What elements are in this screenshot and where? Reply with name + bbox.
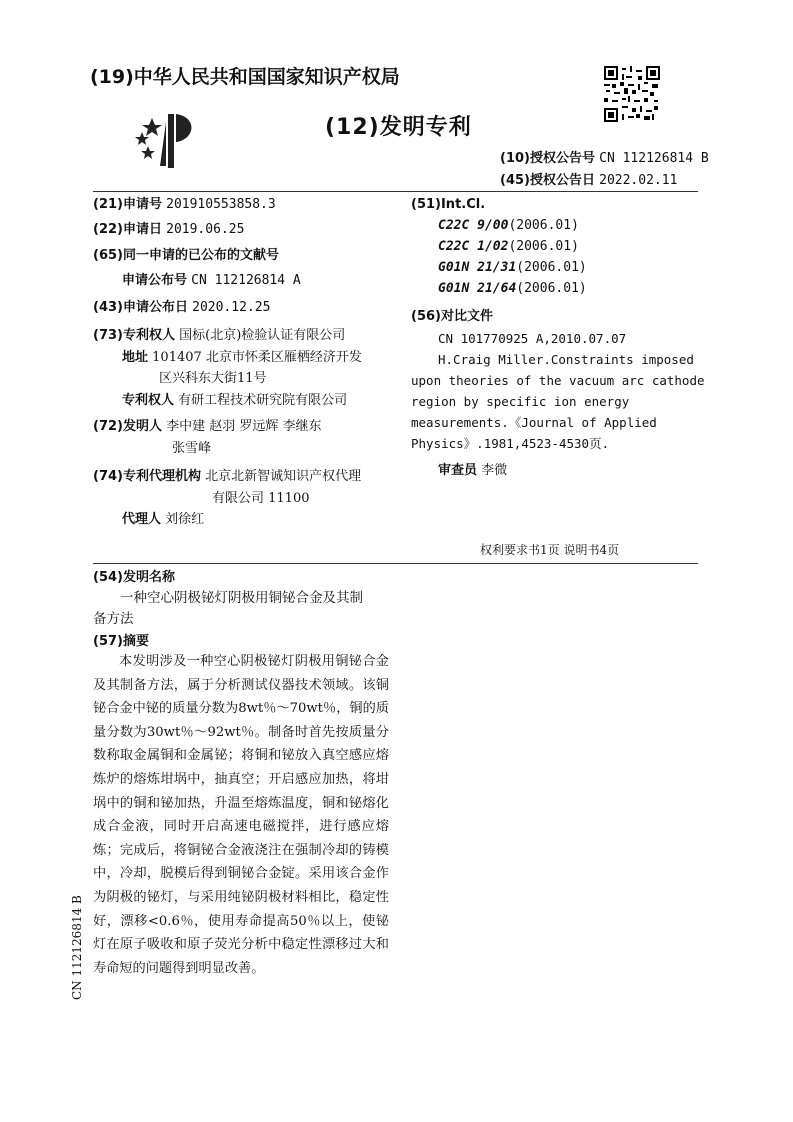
intcl-label: (51)Int.Cl. — [411, 197, 486, 212]
class-code: G01N 21/64 — [438, 281, 517, 296]
reference-2-line-3: region by specific ion energy — [411, 394, 630, 409]
patentee: 国标(北京)检验认证有限公司 — [179, 328, 346, 343]
class-version: (2006.01) — [516, 281, 587, 296]
patentee-row — [93, 325, 345, 346]
agent: 刘徐红 — [165, 512, 205, 527]
inventors-row — [93, 416, 322, 437]
prior-publication-label: (65)同一申请的已公布的文献号 — [93, 248, 279, 263]
page-count-info: 权利要求书1页 说明书4页 — [480, 543, 620, 557]
grant-date: 2022.02.11 — [599, 173, 678, 188]
title-label: (54)发明名称 — [93, 570, 175, 585]
references-label: (56)对比文件 — [411, 309, 493, 324]
inventors-label: (72)发明人 — [93, 419, 162, 434]
agent-label: 代理人 — [122, 512, 162, 527]
publication-date-label: (43)申请公布日 — [93, 300, 188, 315]
class-row — [438, 215, 579, 236]
invention-title-line-1: 一种空心阴极铋灯阴极用铜铋合金及其制 — [120, 590, 363, 606]
application-number-row — [93, 194, 276, 215]
grant-date-row — [500, 170, 677, 191]
class-version: (2006.01) — [508, 218, 579, 233]
publication-number-label: 申请公布号 — [122, 273, 188, 288]
address-row — [122, 347, 362, 368]
class-version: (2006.01) — [508, 239, 579, 254]
publication-date: 2020.12.25 — [192, 300, 271, 315]
application-date-row — [93, 219, 244, 240]
reference-2-line-5: Physics》.1981,4523-4530页. — [411, 436, 610, 451]
address-line-1: 101407 北京市怀柔区雁栖经济开发 — [152, 350, 362, 365]
publication-number: CN 112126814 A — [191, 273, 301, 288]
grant-number-row — [500, 148, 709, 169]
abstract-text: 本发明涉及一种空心阴极铋灯阴极用铜铋合金及其制备方法，属于分析测试仪器技术领域。该铜铋合金中铋的质量分数为8wt％～70wt％，铜的质量分数为30wt％～92wt％。制备时首先按质量分数称取金属铜和金属铋；将铜和铋放入真空感应熔炼炉的熔炼坩埚中，抽真空；开启感应加热，将坩埚中的铜和铋加热，升温至熔炼温度，铜和铋熔化成合金液，同时开启高速电磁搅拌，进行感应熔炼；完成后，将铜铋合金液浇注在强制冷却的铸模中，冷却，脱模后得到铜铋合金锭。采用该合金作为阴极的铋灯，与采用纯铋阴极材料相比，稳定性好，漂移<0.6％，使用寿命提高50％以上，使铋灯在原子吸收和原子荧光分析中稳定性漂移过大和寿命短的问题得到明显改善。 — [93, 654, 389, 976]
second-patentee: 有研工程技术研究院有限公司 — [178, 393, 348, 408]
patent-office-logo — [130, 108, 200, 170]
section-divider — [93, 563, 698, 564]
agency-line-1: 北京北新智诚知识产权代理 — [205, 469, 362, 484]
second-patentee-row — [122, 390, 347, 411]
publication-date-row — [93, 297, 270, 318]
reference-2-line-4: measurements.《Journal of Applied — [411, 415, 657, 430]
grant-date-label: (45)授权公告日 — [500, 173, 595, 188]
qr-code — [604, 66, 660, 122]
class-row — [438, 278, 587, 299]
class-row — [438, 236, 579, 257]
side-document-number: CN 112126814 B — [70, 895, 84, 1000]
grant-number-label: (10)授权公告号 — [500, 151, 595, 166]
application-number-label: (21)申请号 — [93, 197, 162, 212]
patentee-label: (73)专利权人 — [93, 328, 175, 343]
issuing-office: (19)中华人民共和国国家知识产权局 — [90, 66, 400, 88]
agency-label: (74)专利代理机构 — [93, 469, 201, 484]
second-patentee-label: 专利权人 — [122, 393, 175, 408]
reference-2-line-2: upon theories of the vacuum arc cathode — [411, 373, 705, 388]
examiner-row — [438, 460, 507, 481]
invention-title-line-2: 备方法 — [93, 611, 134, 627]
document-type: (12)发明专利 — [325, 115, 472, 140]
class-code: C22C 1/02 — [438, 239, 509, 254]
application-date: 2019.06.25 — [166, 222, 245, 237]
abstract-label: (57)摘要 — [93, 634, 149, 649]
grant-number: CN 112126814 B — [599, 151, 709, 166]
inventors-line-1: 李中建 赵羽 罗远辉 李继东 — [166, 419, 322, 434]
agency-line-2: 有限公司 11100 — [212, 491, 310, 506]
reference-2-line-1: H.Craig Miller.Constraints imposed — [438, 352, 694, 367]
application-number: 201910553858.3 — [166, 197, 276, 212]
class-version: (2006.01) — [516, 260, 587, 275]
examiner: 李微 — [481, 463, 508, 478]
reference-1: CN 101770925 A,2010.07.07 — [438, 331, 627, 346]
class-row — [438, 257, 587, 278]
publication-number-row — [122, 270, 301, 291]
class-code: G01N 21/31 — [438, 260, 517, 275]
agency-row — [93, 466, 361, 487]
agent-row — [122, 509, 204, 530]
address-label: 地址 — [122, 350, 149, 365]
address-line-2: 区兴科东大街11号 — [159, 371, 267, 386]
class-code: C22C 9/00 — [438, 218, 509, 233]
header-divider — [93, 191, 698, 192]
application-date-label: (22)申请日 — [93, 222, 162, 237]
inventors-line-2: 张雪峰 — [172, 441, 212, 456]
examiner-label: 审查员 — [438, 463, 478, 478]
